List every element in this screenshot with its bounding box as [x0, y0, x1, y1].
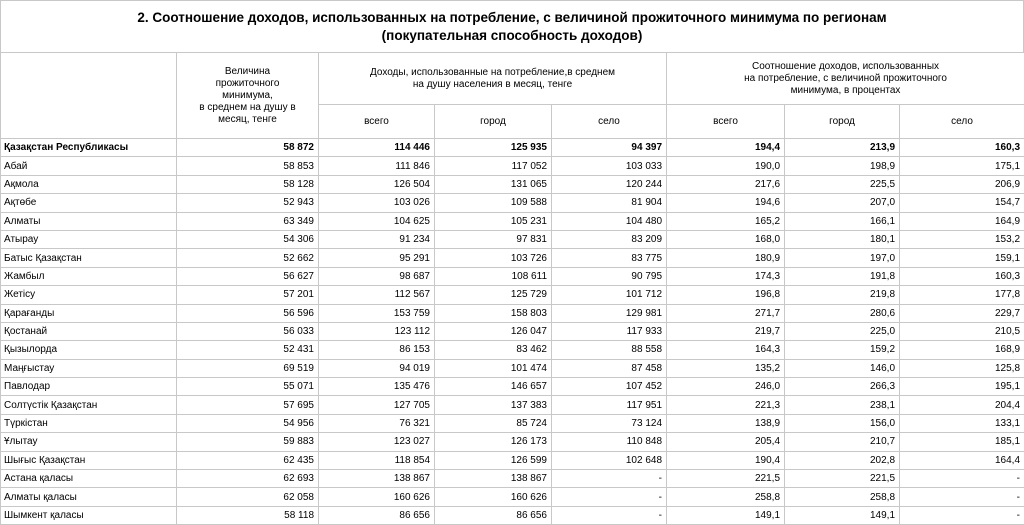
cell-ratio-village: 159,1 — [900, 249, 1024, 267]
cell-ratio-village: 160,3 — [900, 139, 1024, 157]
cell-ratio-total: 217,6 — [667, 175, 785, 193]
cell-income-city: 86 656 — [435, 506, 552, 524]
table-row — [1, 157, 1024, 175]
cell-subsistence-minimum: 57 695 — [177, 396, 319, 414]
table-row — [1, 433, 1024, 451]
header-subsistence-minimum: Величина прожиточного минимума, в среднем на душу в месяц, тенге — [177, 53, 319, 139]
cell-ratio-city: 213,9 — [785, 139, 900, 157]
cell-subsistence-minimum: 55 071 — [177, 378, 319, 396]
cell-income-total: 91 234 — [319, 230, 435, 248]
cell-income-city: 105 231 — [435, 212, 552, 230]
cell-ratio-city: 191,8 — [785, 267, 900, 285]
cell-income-city: 126 173 — [435, 433, 552, 451]
cell-ratio-total: 190,4 — [667, 451, 785, 469]
cell-subsistence-minimum: 54 956 — [177, 414, 319, 432]
cell-ratio-village: 164,4 — [900, 451, 1024, 469]
header-income-total: всего — [319, 105, 435, 139]
cell-income-total: 104 625 — [319, 212, 435, 230]
cell-income-village: - — [552, 506, 667, 524]
cell-ratio-city: 207,0 — [785, 194, 900, 212]
table-row — [1, 451, 1024, 469]
title-line-1: 2. Соотношение доходов, использованных на потребление, с величиной прожиточного минимума по регионам — [137, 9, 886, 27]
cell-income-total: 103 026 — [319, 194, 435, 212]
cell-income-city: 126 599 — [435, 451, 552, 469]
cell-income-total: 118 854 — [319, 451, 435, 469]
cell-subsistence-minimum: 56 596 — [177, 304, 319, 322]
cell-income-total: 86 153 — [319, 341, 435, 359]
cell-income-city: 160 626 — [435, 488, 552, 506]
cell-income-city: 138 867 — [435, 470, 552, 488]
cell-subsistence-minimum: 62 435 — [177, 451, 319, 469]
cell-income-village: 83 775 — [552, 249, 667, 267]
cell-ratio-village: 125,8 — [900, 359, 1024, 377]
income-table — [0, 52, 1024, 525]
title-line-2: (покупательная способность доходов) — [382, 27, 643, 45]
cell-ratio-village: 210,5 — [900, 322, 1024, 340]
cell-income-city: 146 657 — [435, 378, 552, 396]
cell-ratio-city: 149,1 — [785, 506, 900, 524]
cell-region-name: Солтүстік Қазақстан — [1, 396, 177, 414]
header-ratio-village: село — [900, 105, 1024, 139]
cell-income-village: 90 795 — [552, 267, 667, 285]
cell-income-city: 131 065 — [435, 175, 552, 193]
table-row — [1, 304, 1024, 322]
table-row — [1, 322, 1024, 340]
cell-ratio-city: 225,0 — [785, 322, 900, 340]
cell-income-village: 117 951 — [552, 396, 667, 414]
table-row — [1, 267, 1024, 285]
cell-income-village: 103 033 — [552, 157, 667, 175]
cell-income-village: 87 458 — [552, 359, 667, 377]
cell-region-name: Ақмола — [1, 175, 177, 193]
cell-income-village: 88 558 — [552, 341, 667, 359]
cell-subsistence-minimum: 58 128 — [177, 175, 319, 193]
cell-ratio-total: 164,3 — [667, 341, 785, 359]
cell-subsistence-minimum: 58 853 — [177, 157, 319, 175]
cell-region-name: Жамбыл — [1, 267, 177, 285]
cell-income-city: 158 803 — [435, 304, 552, 322]
cell-income-city: 109 588 — [435, 194, 552, 212]
cell-income-city: 108 611 — [435, 267, 552, 285]
cell-income-total: 76 321 — [319, 414, 435, 432]
cell-ratio-village: - — [900, 488, 1024, 506]
cell-income-village: 101 712 — [552, 286, 667, 304]
header-ratio-group: Соотношение доходов, использованных на потребление, с величиной прожиточного минимума, в процентах — [667, 53, 1024, 105]
cell-ratio-total: 194,6 — [667, 194, 785, 212]
cell-income-total: 112 567 — [319, 286, 435, 304]
cell-ratio-total: 194,4 — [667, 139, 785, 157]
cell-ratio-total: 271,7 — [667, 304, 785, 322]
cell-region-name: Шымкент қаласы — [1, 506, 177, 524]
cell-income-village: - — [552, 488, 667, 506]
table-row — [1, 506, 1024, 524]
table-row — [1, 249, 1024, 267]
cell-income-city: 125 935 — [435, 139, 552, 157]
cell-ratio-village: 133,1 — [900, 414, 1024, 432]
cell-ratio-village: 160,3 — [900, 267, 1024, 285]
cell-ratio-city: 166,1 — [785, 212, 900, 230]
cell-subsistence-minimum: 62 058 — [177, 488, 319, 506]
cell-ratio-village: 175,1 — [900, 157, 1024, 175]
cell-income-total: 153 759 — [319, 304, 435, 322]
cell-income-total: 135 476 — [319, 378, 435, 396]
cell-ratio-total: 138,9 — [667, 414, 785, 432]
cell-ratio-city: 221,5 — [785, 470, 900, 488]
cell-ratio-city: 146,0 — [785, 359, 900, 377]
cell-income-village: - — [552, 470, 667, 488]
cell-income-city: 85 724 — [435, 414, 552, 432]
cell-income-village: 120 244 — [552, 175, 667, 193]
cell-region-name: Павлодар — [1, 378, 177, 396]
cell-ratio-city: 280,6 — [785, 304, 900, 322]
cell-ratio-village: 164,9 — [900, 212, 1024, 230]
header-ratio-city: город — [785, 105, 900, 139]
cell-income-total: 127 705 — [319, 396, 435, 414]
cell-subsistence-minimum: 52 662 — [177, 249, 319, 267]
table-row — [1, 212, 1024, 230]
table-row — [1, 378, 1024, 396]
cell-region-name: Астана қаласы — [1, 470, 177, 488]
cell-ratio-total: 168,0 — [667, 230, 785, 248]
cell-income-village: 94 397 — [552, 139, 667, 157]
cell-ratio-total: 149,1 — [667, 506, 785, 524]
cell-ratio-city: 159,2 — [785, 341, 900, 359]
cell-ratio-city: 210,7 — [785, 433, 900, 451]
cell-ratio-village: 195,1 — [900, 378, 1024, 396]
cell-income-city: 103 726 — [435, 249, 552, 267]
cell-region-name: Түркістан — [1, 414, 177, 432]
table-row — [1, 396, 1024, 414]
cell-income-total: 98 687 — [319, 267, 435, 285]
cell-income-total: 95 291 — [319, 249, 435, 267]
cell-ratio-village: 153,2 — [900, 230, 1024, 248]
cell-subsistence-minimum: 62 693 — [177, 470, 319, 488]
cell-region-name: Қостанай — [1, 322, 177, 340]
cell-subsistence-minimum: 63 349 — [177, 212, 319, 230]
cell-subsistence-minimum: 52 431 — [177, 341, 319, 359]
cell-income-village: 83 209 — [552, 230, 667, 248]
cell-income-village: 104 480 — [552, 212, 667, 230]
cell-ratio-total: 221,5 — [667, 470, 785, 488]
cell-ratio-city: 219,8 — [785, 286, 900, 304]
cell-income-city: 83 462 — [435, 341, 552, 359]
cell-income-city: 137 383 — [435, 396, 552, 414]
cell-income-total: 86 656 — [319, 506, 435, 524]
cell-income-city: 126 047 — [435, 322, 552, 340]
cell-region-name: Батыс Қазақстан — [1, 249, 177, 267]
cell-ratio-city: 180,1 — [785, 230, 900, 248]
cell-income-total: 114 446 — [319, 139, 435, 157]
cell-ratio-total: 165,2 — [667, 212, 785, 230]
cell-income-total: 138 867 — [319, 470, 435, 488]
cell-ratio-village: 204,4 — [900, 396, 1024, 414]
cell-ratio-village: 229,7 — [900, 304, 1024, 322]
cell-ratio-city: 198,9 — [785, 157, 900, 175]
cell-income-village: 117 933 — [552, 322, 667, 340]
cell-region-name: Маңғыстау — [1, 359, 177, 377]
cell-region-name: Алматы қаласы — [1, 488, 177, 506]
cell-subsistence-minimum: 56 627 — [177, 267, 319, 285]
cell-region-name: Жетісу — [1, 286, 177, 304]
cell-income-city: 101 474 — [435, 359, 552, 377]
cell-region-name: Қызылорда — [1, 341, 177, 359]
cell-subsistence-minimum: 52 943 — [177, 194, 319, 212]
cell-subsistence-minimum: 57 201 — [177, 286, 319, 304]
cell-subsistence-minimum: 59 883 — [177, 433, 319, 451]
cell-income-total: 126 504 — [319, 175, 435, 193]
cell-ratio-village: 177,8 — [900, 286, 1024, 304]
cell-ratio-total: 219,7 — [667, 322, 785, 340]
header-income-city: город — [435, 105, 552, 139]
table-row — [1, 488, 1024, 506]
cell-ratio-city: 202,8 — [785, 451, 900, 469]
cell-ratio-total: 174,3 — [667, 267, 785, 285]
cell-ratio-total: 258,8 — [667, 488, 785, 506]
cell-ratio-village: 154,7 — [900, 194, 1024, 212]
cell-ratio-city: 238,1 — [785, 396, 900, 414]
table-row — [1, 470, 1024, 488]
cell-region-name: Шығыс Қазақстан — [1, 451, 177, 469]
cell-ratio-city: 197,0 — [785, 249, 900, 267]
cell-region-name: Атырау — [1, 230, 177, 248]
cell-income-village: 81 904 — [552, 194, 667, 212]
header-region-empty — [1, 53, 177, 139]
header-income-group: Доходы, использованные на потребление,в среднем на душу населения в месяц, тенге — [319, 53, 667, 105]
table-row — [1, 414, 1024, 432]
table-row — [1, 230, 1024, 248]
cell-ratio-city: 156,0 — [785, 414, 900, 432]
cell-ratio-total: 190,0 — [667, 157, 785, 175]
cell-income-city: 97 831 — [435, 230, 552, 248]
cell-income-village: 107 452 — [552, 378, 667, 396]
cell-region-name: Ақтөбе — [1, 194, 177, 212]
cell-ratio-total: 221,3 — [667, 396, 785, 414]
cell-ratio-total: 180,9 — [667, 249, 785, 267]
table-row — [1, 286, 1024, 304]
cell-region-name: Алматы — [1, 212, 177, 230]
cell-ratio-village: 206,9 — [900, 175, 1024, 193]
table-row — [1, 175, 1024, 193]
table-row — [1, 341, 1024, 359]
cell-income-village: 110 848 — [552, 433, 667, 451]
cell-subsistence-minimum: 58 872 — [177, 139, 319, 157]
cell-ratio-city: 258,8 — [785, 488, 900, 506]
cell-income-city: 125 729 — [435, 286, 552, 304]
cell-income-village: 73 124 — [552, 414, 667, 432]
header-ratio-total: всего — [667, 105, 785, 139]
header-income-village: село — [552, 105, 667, 139]
cell-ratio-village: - — [900, 506, 1024, 524]
cell-subsistence-minimum: 69 519 — [177, 359, 319, 377]
table-row — [1, 359, 1024, 377]
table-row — [1, 139, 1024, 157]
cell-subsistence-minimum: 58 118 — [177, 506, 319, 524]
cell-income-total: 123 112 — [319, 322, 435, 340]
cell-income-total: 123 027 — [319, 433, 435, 451]
cell-ratio-total: 196,8 — [667, 286, 785, 304]
cell-ratio-city: 266,3 — [785, 378, 900, 396]
cell-ratio-total: 246,0 — [667, 378, 785, 396]
table-row — [1, 194, 1024, 212]
cell-region-name: Ұлытау — [1, 433, 177, 451]
cell-income-village: 129 981 — [552, 304, 667, 322]
cell-region-name: Қазақстан Республикасы — [1, 139, 177, 157]
cell-subsistence-minimum: 56 033 — [177, 322, 319, 340]
cell-income-city: 117 052 — [435, 157, 552, 175]
cell-income-total: 160 626 — [319, 488, 435, 506]
cell-subsistence-minimum: 54 306 — [177, 230, 319, 248]
cell-ratio-total: 205,4 — [667, 433, 785, 451]
cell-ratio-village: - — [900, 470, 1024, 488]
table-title — [0, 0, 1024, 52]
cell-region-name: Қарағанды — [1, 304, 177, 322]
cell-ratio-village: 185,1 — [900, 433, 1024, 451]
cell-ratio-city: 225,5 — [785, 175, 900, 193]
cell-ratio-village: 168,9 — [900, 341, 1024, 359]
cell-income-total: 94 019 — [319, 359, 435, 377]
cell-ratio-total: 135,2 — [667, 359, 785, 377]
cell-income-village: 102 648 — [552, 451, 667, 469]
cell-income-total: 111 846 — [319, 157, 435, 175]
cell-region-name: Абай — [1, 157, 177, 175]
